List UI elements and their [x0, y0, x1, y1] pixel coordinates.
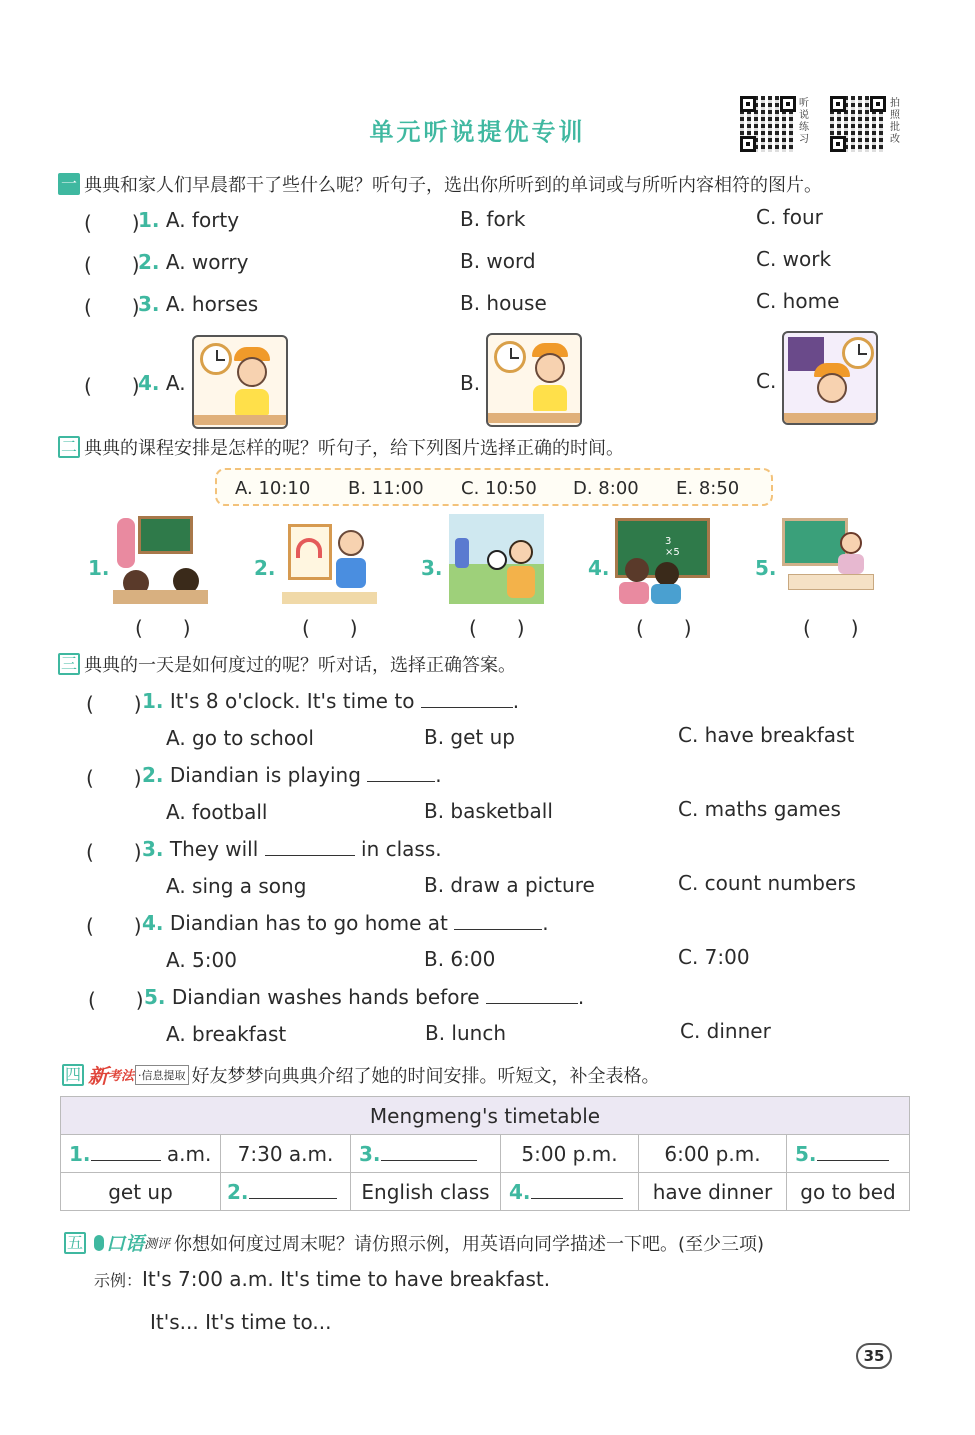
section-2-heading: [58, 434, 624, 460]
option-a: A. breakfast: [166, 1022, 287, 1046]
question-number: 4.: [138, 371, 160, 395]
option-c: C. 7:00: [678, 945, 750, 969]
timetable-row-activities: [61, 1173, 910, 1211]
option-a: A. football: [166, 800, 268, 824]
option-a: A. forty: [165, 208, 240, 232]
question-text: Diandian is playing: [169, 763, 361, 787]
question-end: in class.: [361, 837, 442, 861]
option-c-label: C.: [756, 369, 777, 393]
s3-question-4: [142, 911, 549, 935]
timetable-title: Mengmeng's timetable: [61, 1097, 910, 1135]
section-5-number: 五: [64, 1232, 86, 1254]
time-option-a: A. 10:10: [235, 478, 311, 499]
answer-paren[interactable]: ( ): [88, 988, 144, 1012]
scene-answer-paren[interactable]: ( ): [469, 616, 525, 640]
section-2-instruction: 典典的课程安排是怎样的呢？听句子，给下列图片选择正确的时间。: [84, 438, 624, 459]
time-option-c: C. 10:50: [461, 478, 537, 499]
question-number: 3.: [138, 292, 160, 316]
answer-blank[interactable]: [486, 1003, 578, 1004]
scene-classroom-teacher[interactable]: [113, 514, 208, 604]
timetable-cell: 6:00 p.m.: [639, 1135, 787, 1173]
picture-boy-eating-bread[interactable]: [192, 335, 288, 429]
option-a: A. go to school: [166, 726, 314, 750]
section-3-number: 三: [58, 653, 80, 675]
question-end: .: [542, 911, 549, 935]
option-b: B. house: [460, 291, 547, 315]
section-3-instruction: 典典的一天是如何度过的呢？听对话，选择正确答案。: [84, 655, 516, 676]
scene-answer-paren[interactable]: ( ): [135, 616, 191, 640]
timetable-cell: 7:30 a.m.: [221, 1135, 351, 1173]
timetable-cell: go to bed: [787, 1173, 910, 1211]
picture-boy-eating-pizza[interactable]: [486, 333, 582, 427]
question-end: .: [435, 763, 442, 787]
section-2-number: 二: [58, 436, 80, 458]
timetable: [60, 1096, 910, 1211]
scene-number: 5.: [755, 556, 777, 580]
picture-boy-at-night[interactable]: [782, 331, 878, 425]
example-line: [94, 1267, 550, 1291]
option-c: C. have breakfast: [678, 723, 855, 747]
page-number: 35: [856, 1343, 892, 1369]
answer-blank[interactable]: [367, 781, 435, 782]
timetable-cell[interactable]: 4.: [501, 1173, 639, 1211]
option-a-label: A.: [165, 371, 186, 395]
time-options-box: [215, 468, 773, 506]
timetable-cell[interactable]: 5.: [787, 1135, 910, 1173]
section-4-heading: [62, 1060, 660, 1089]
option-b: B. lunch: [425, 1021, 507, 1045]
question-text: They will: [169, 837, 259, 861]
option-b: B. fork: [460, 207, 526, 231]
answer-paren[interactable]: ( ): [86, 692, 142, 716]
option-b: B. draw a picture: [424, 873, 595, 897]
option-b: B. 6:00: [424, 947, 496, 971]
scene-drawing-easel[interactable]: [282, 514, 377, 604]
scene-number: 2.: [254, 556, 276, 580]
timetable-cell[interactable]: 1. a.m.: [61, 1135, 221, 1173]
scene-playing-football[interactable]: [449, 514, 544, 604]
question-number: 5.: [144, 985, 166, 1009]
option-a: A. horses: [165, 292, 259, 316]
option-c: C. four: [756, 205, 823, 229]
s3-question-1: [142, 689, 519, 713]
answer-paren[interactable]: ( ): [84, 374, 140, 398]
answer-paren[interactable]: ( ): [86, 840, 142, 864]
new-tag: 新: [88, 1064, 108, 1088]
option-c: C. maths games: [678, 797, 841, 821]
scene-maths-class[interactable]: 3 ×5: [615, 518, 710, 608]
kaofa-tag: 考法: [108, 1069, 135, 1084]
answer-blank[interactable]: [421, 707, 513, 708]
timetable-cell[interactable]: 2.: [221, 1173, 351, 1211]
option-b: B. word: [460, 249, 536, 273]
qr-label-listening: 听说练习: [799, 98, 809, 145]
example-label: 示例：: [94, 1271, 143, 1290]
section-4-number: 四: [62, 1064, 84, 1086]
section-1-heading: [58, 171, 822, 197]
qr-code-listening[interactable]: [740, 96, 796, 152]
option-c: C. work: [756, 247, 832, 271]
question-number: 4.: [142, 911, 164, 935]
time-option-b: B. 11:00: [348, 478, 424, 499]
scene-answer-paren[interactable]: ( ): [302, 616, 358, 640]
timetable-cell: English class: [351, 1173, 501, 1211]
section-1-number: 一: [58, 173, 80, 195]
timetable-cell[interactable]: 3.: [351, 1135, 501, 1173]
question-number: 1.: [142, 689, 164, 713]
time-option-e: E. 8:50: [676, 478, 740, 499]
page-title: 单元听说提优专训: [369, 118, 586, 146]
answer-paren[interactable]: ( ): [84, 295, 140, 319]
question-number: 1.: [138, 208, 160, 232]
info-extract-tag: ·信息提取: [135, 1065, 189, 1085]
answer-paren[interactable]: ( ): [84, 211, 140, 235]
time-option-d: D. 8:00: [573, 478, 639, 499]
prompt-line: It's... It's time to...: [150, 1310, 332, 1334]
question-text: Diandian washes hands before: [171, 985, 480, 1009]
scene-answer-paren[interactable]: ( ): [803, 616, 859, 640]
answer-blank[interactable]: [454, 929, 542, 930]
answer-blank[interactable]: [265, 855, 355, 856]
section-4-instruction: 好友梦梦向典典介绍了她的时间安排。听短文，补全表格。: [191, 1065, 660, 1087]
answer-paren[interactable]: ( ): [86, 766, 142, 790]
question-text: Diandian has to go home at: [169, 911, 448, 935]
option-a: A. sing a song: [166, 874, 307, 898]
option-a: A. 5:00: [166, 948, 237, 972]
option-b: B. get up: [424, 725, 516, 749]
scene-number: 4.: [588, 556, 610, 580]
option-c: C. dinner: [680, 1019, 771, 1043]
scene-number: 3.: [421, 556, 443, 580]
timetable-cell: 5:00 p.m.: [501, 1135, 639, 1173]
s3-question-5: [144, 985, 584, 1009]
section-1-instruction: 典典和家人们早晨都干了些什么呢？听句子，选出你所听到的单词或与所听内容相符的图片。: [84, 175, 822, 196]
timetable-row-times: [61, 1135, 910, 1173]
question-text: It's 8 o'clock. It's time to: [169, 689, 415, 713]
assessment-tag: 测评: [144, 1237, 171, 1252]
question-end: .: [512, 689, 520, 713]
option-a: A. worry: [165, 250, 249, 274]
question-number: 3.: [142, 837, 164, 861]
answer-paren[interactable]: ( ): [84, 253, 140, 277]
qr-label-photo: 拍照批改: [890, 98, 900, 145]
option-b: B. basketball: [424, 799, 553, 823]
option-c: C. home: [756, 289, 840, 313]
s3-question-2: [142, 763, 442, 787]
s3-question-3: [142, 837, 442, 861]
timetable-cell: have dinner: [639, 1173, 787, 1211]
option-c: C. count numbers: [678, 871, 856, 895]
qr-code-photo[interactable]: [830, 96, 886, 152]
scene-answer-paren[interactable]: ( ): [636, 616, 692, 640]
question-end: .: [577, 985, 585, 1009]
microphone-icon: [94, 1235, 104, 1251]
section-3-heading: [58, 651, 516, 677]
oral-tag: 口语: [106, 1233, 145, 1255]
option-b-label: B.: [460, 371, 481, 395]
section-5-heading: [64, 1229, 764, 1256]
example-text: It's 7:00 a.m. It's time to have breakfast.: [142, 1267, 551, 1291]
scene-number: 1.: [88, 556, 110, 580]
timetable-cell: get up: [61, 1173, 221, 1211]
question-number: 2.: [138, 250, 160, 274]
section-5-instruction: 你想如何度过周末呢？请仿照示例，用英语向同学描述一下吧。(至少三项): [174, 1233, 765, 1255]
question-number: 2.: [142, 763, 164, 787]
answer-paren[interactable]: ( ): [86, 914, 142, 938]
scene-teacher-at-desk[interactable]: [782, 518, 877, 608]
